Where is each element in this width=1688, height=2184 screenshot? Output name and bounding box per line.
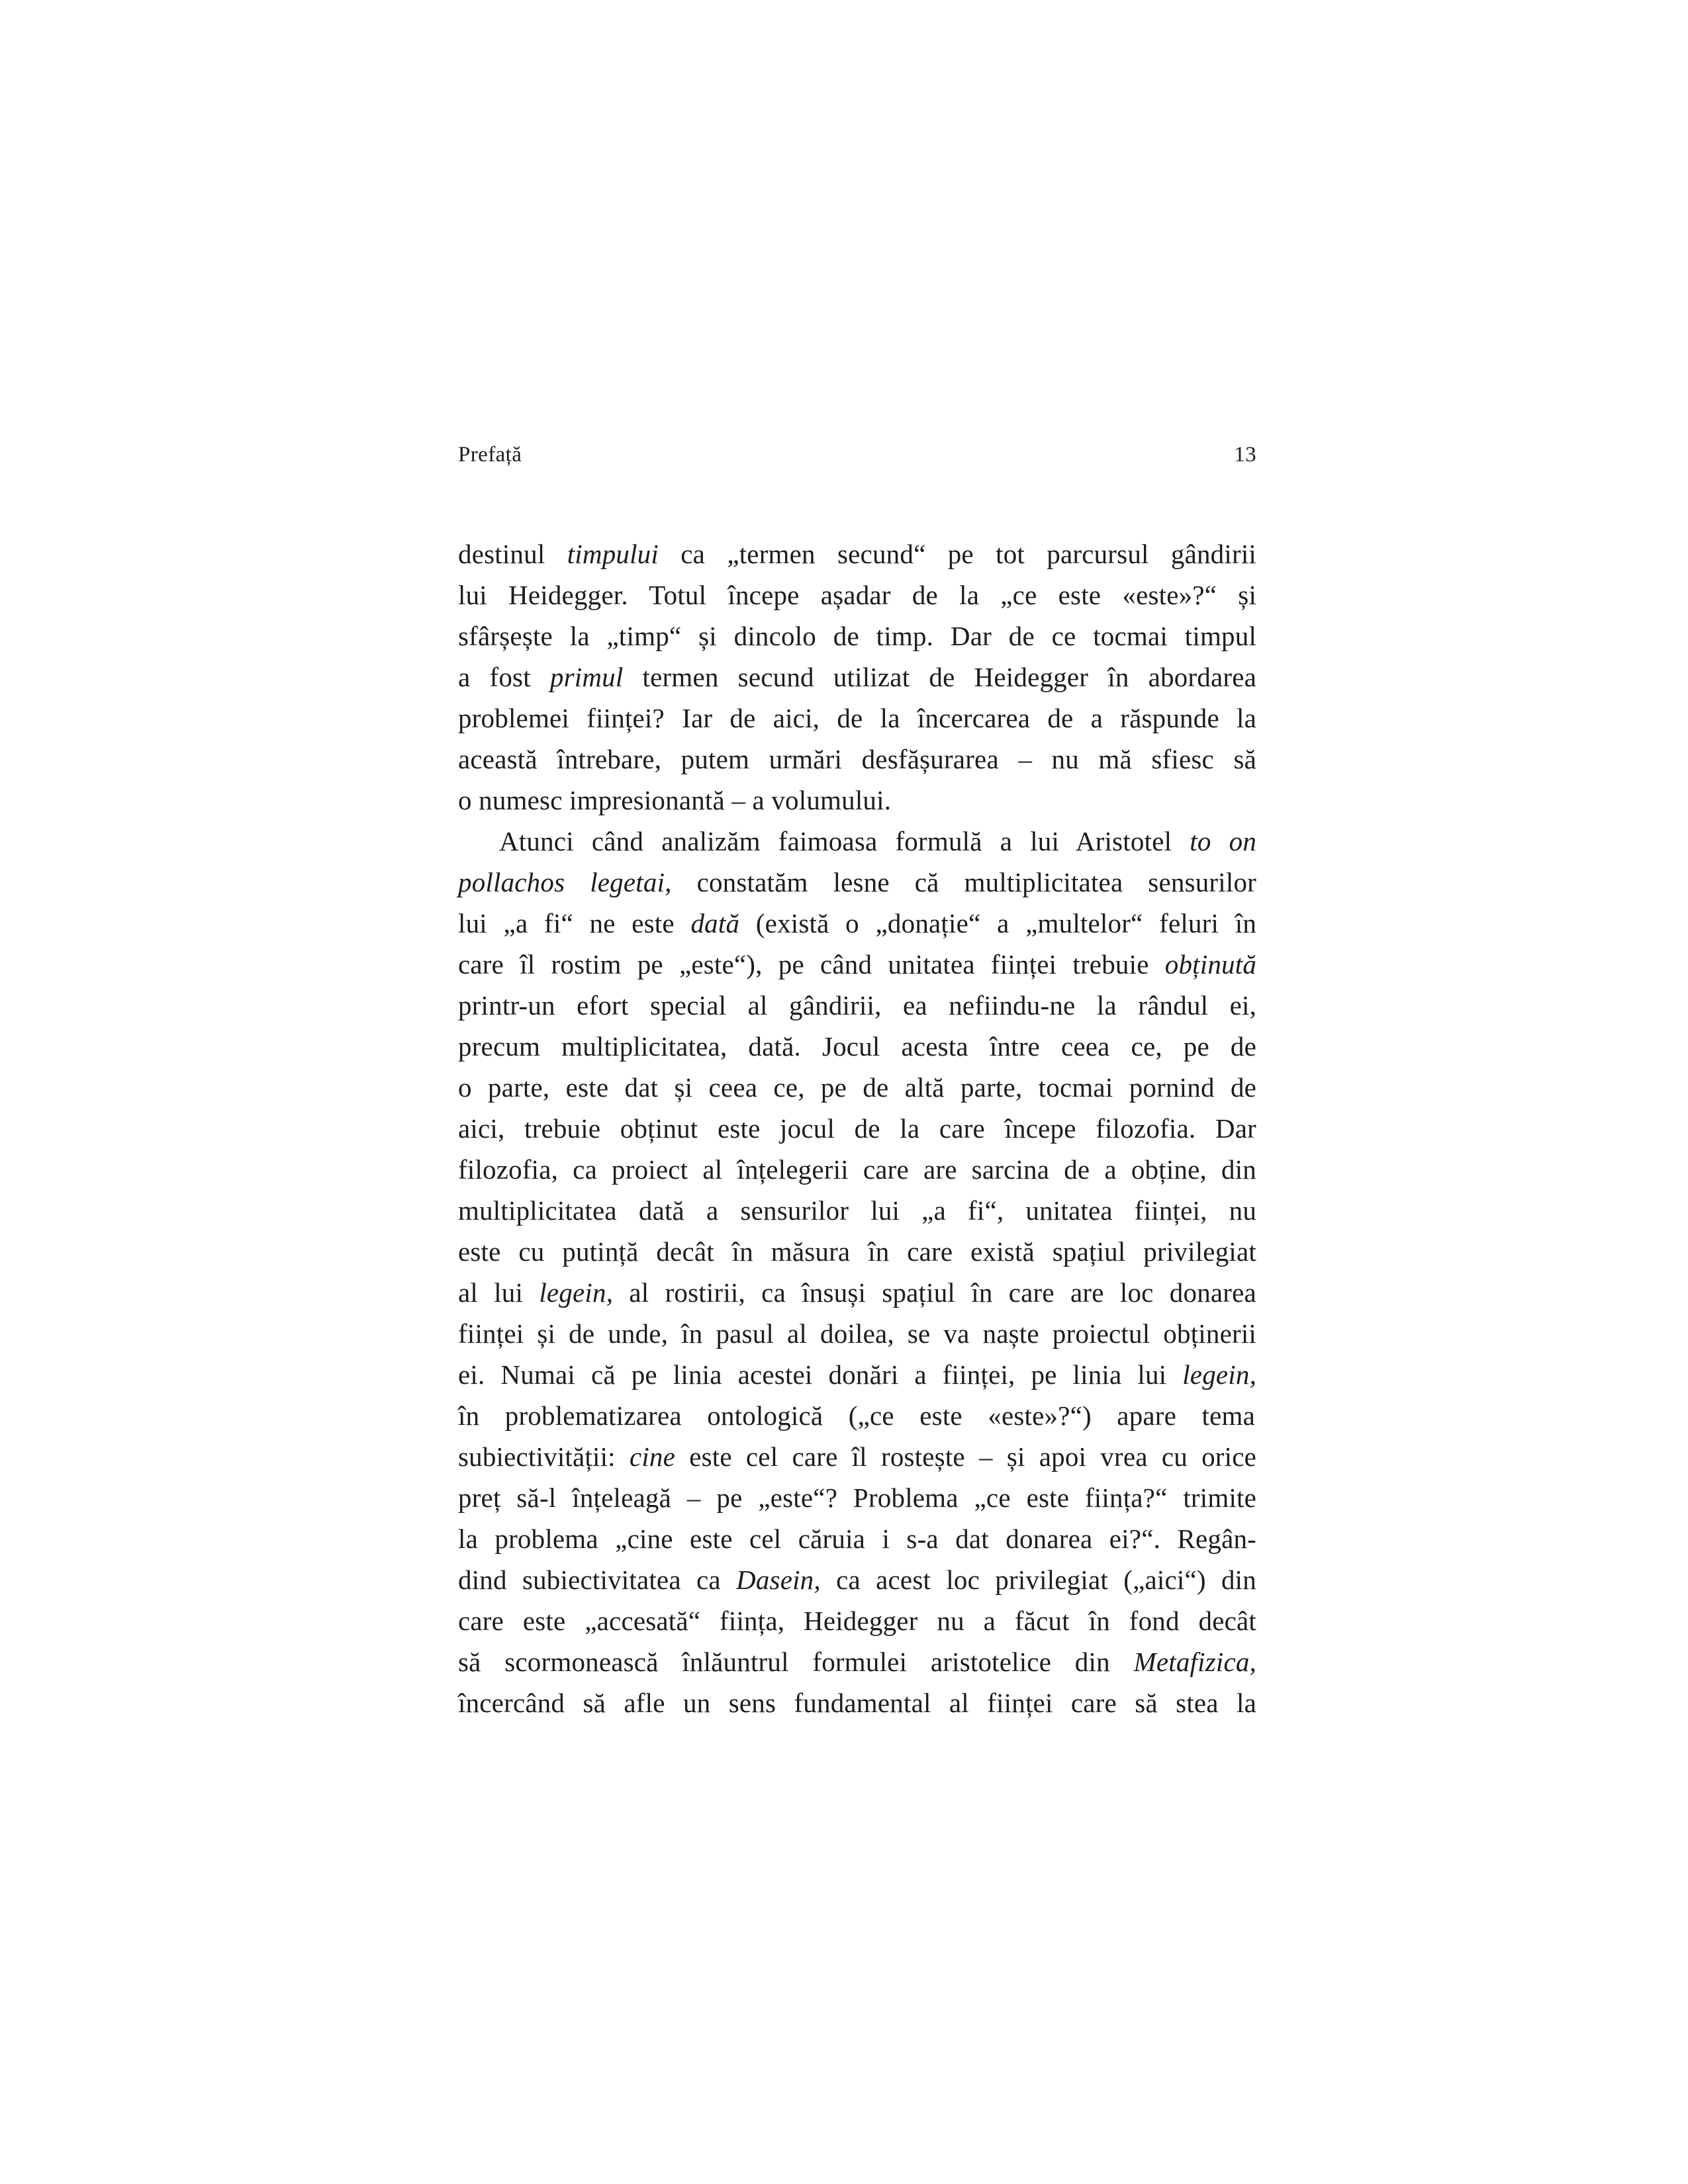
text-line: aici, trebuie obținut este jocul de la care începe filozofia. Dar (458, 1113, 1256, 1144)
text-line: o numesc impresionantă – a volumului. (458, 785, 892, 815)
text-line: sfârșește la „timp“ și dincolo de timp. Dar de ce tocmai timpul (458, 621, 1257, 651)
text-line: dind subiectivitatea ca Dasein, ca acest loc privilegiat („aici“) din (458, 1565, 1256, 1595)
page-number: 13 (1234, 443, 1256, 467)
text-line: această întrebare, putem urmări desfășurarea – nu mă sfiesc să (458, 744, 1256, 774)
page-header (458, 441, 1256, 468)
text-line: problemei ființei? Iar de aici, de la încercarea de a răspunde la (458, 703, 1257, 733)
text-line: la problema „cine este cel căruia i s-a dat donarea ei?“. Regân- (458, 1524, 1257, 1554)
text-line: Atunci când analizăm faimoasa formulă a lui Aristotel to on (499, 826, 1257, 856)
running-title: Prefață (458, 443, 522, 467)
text-line: a fost primul termen secund utilizat de Heidegger în abordarea (458, 662, 1257, 692)
text-line: precum multiplicitatea, dată. Jocul acesta între ceea ce, pe de (458, 1031, 1256, 1062)
text-line: ființei și de unde, în pasul al doilea, se va naște proiectul obținerii (458, 1318, 1257, 1349)
text-line: care îl rostim pe „este“), pe când unitatea ființei trebuie obținută (458, 949, 1257, 979)
text-line: filozofia, ca proiect al înțelegerii care are sarcina de a obține, din (458, 1154, 1257, 1185)
text-line: destinul timpului ca „termen secund“ pe tot parcursul gândirii (458, 539, 1257, 569)
text-line: printr-un efort special al gândirii, ea nefiindu-ne la rândul ei, (458, 990, 1257, 1021)
text-line: ei. Numai că pe linia acestei donări a ființei, pe linia lui legein, (458, 1359, 1257, 1390)
text-line: încercând să afle un sens fundamental al ființei care să stea la (458, 1688, 1257, 1718)
text-line: al lui legein, al rostirii, ca însuși spațiul în care are loc donarea (458, 1277, 1256, 1308)
text-line: preț să-l înțeleagă – pe „este“? Problema „ce este ființa?“ trimite (458, 1482, 1257, 1513)
text-line: lui „a fi“ ne este dată (există o „donație“ a „multelor“ feluri în (458, 908, 1257, 938)
text-line: care este „accesată“ ființa, Heidegger nu a făcut în fond decât (458, 1606, 1257, 1636)
text-line: subiectivității: cine este cel care îl rostește – și apoi vrea cu orice (458, 1441, 1257, 1472)
text-line: să scormonească înlăuntrul formulei aristotelice din Metafizica, (458, 1647, 1257, 1677)
text-line: este cu putință decât în măsura în care există spațiul privilegiat (458, 1236, 1256, 1267)
text-line: lui Heidegger. Totul începe așadar de la „ce este «este»?“ și (458, 580, 1257, 610)
text-line: în problematizarea ontologică („ce este «este»?“) apare tema (458, 1400, 1255, 1431)
body-text (458, 533, 1256, 1723)
text-line: o parte, este dat și ceea ce, pe de altă parte, tocmai pornind de (458, 1072, 1257, 1103)
text-line: multiplicitatea dată a sensurilor lui „a fi“, unitatea ființei, nu (458, 1195, 1257, 1226)
text-line: pollachos legetai, constatăm lesne că multiplicitatea sensurilor (458, 867, 1256, 897)
